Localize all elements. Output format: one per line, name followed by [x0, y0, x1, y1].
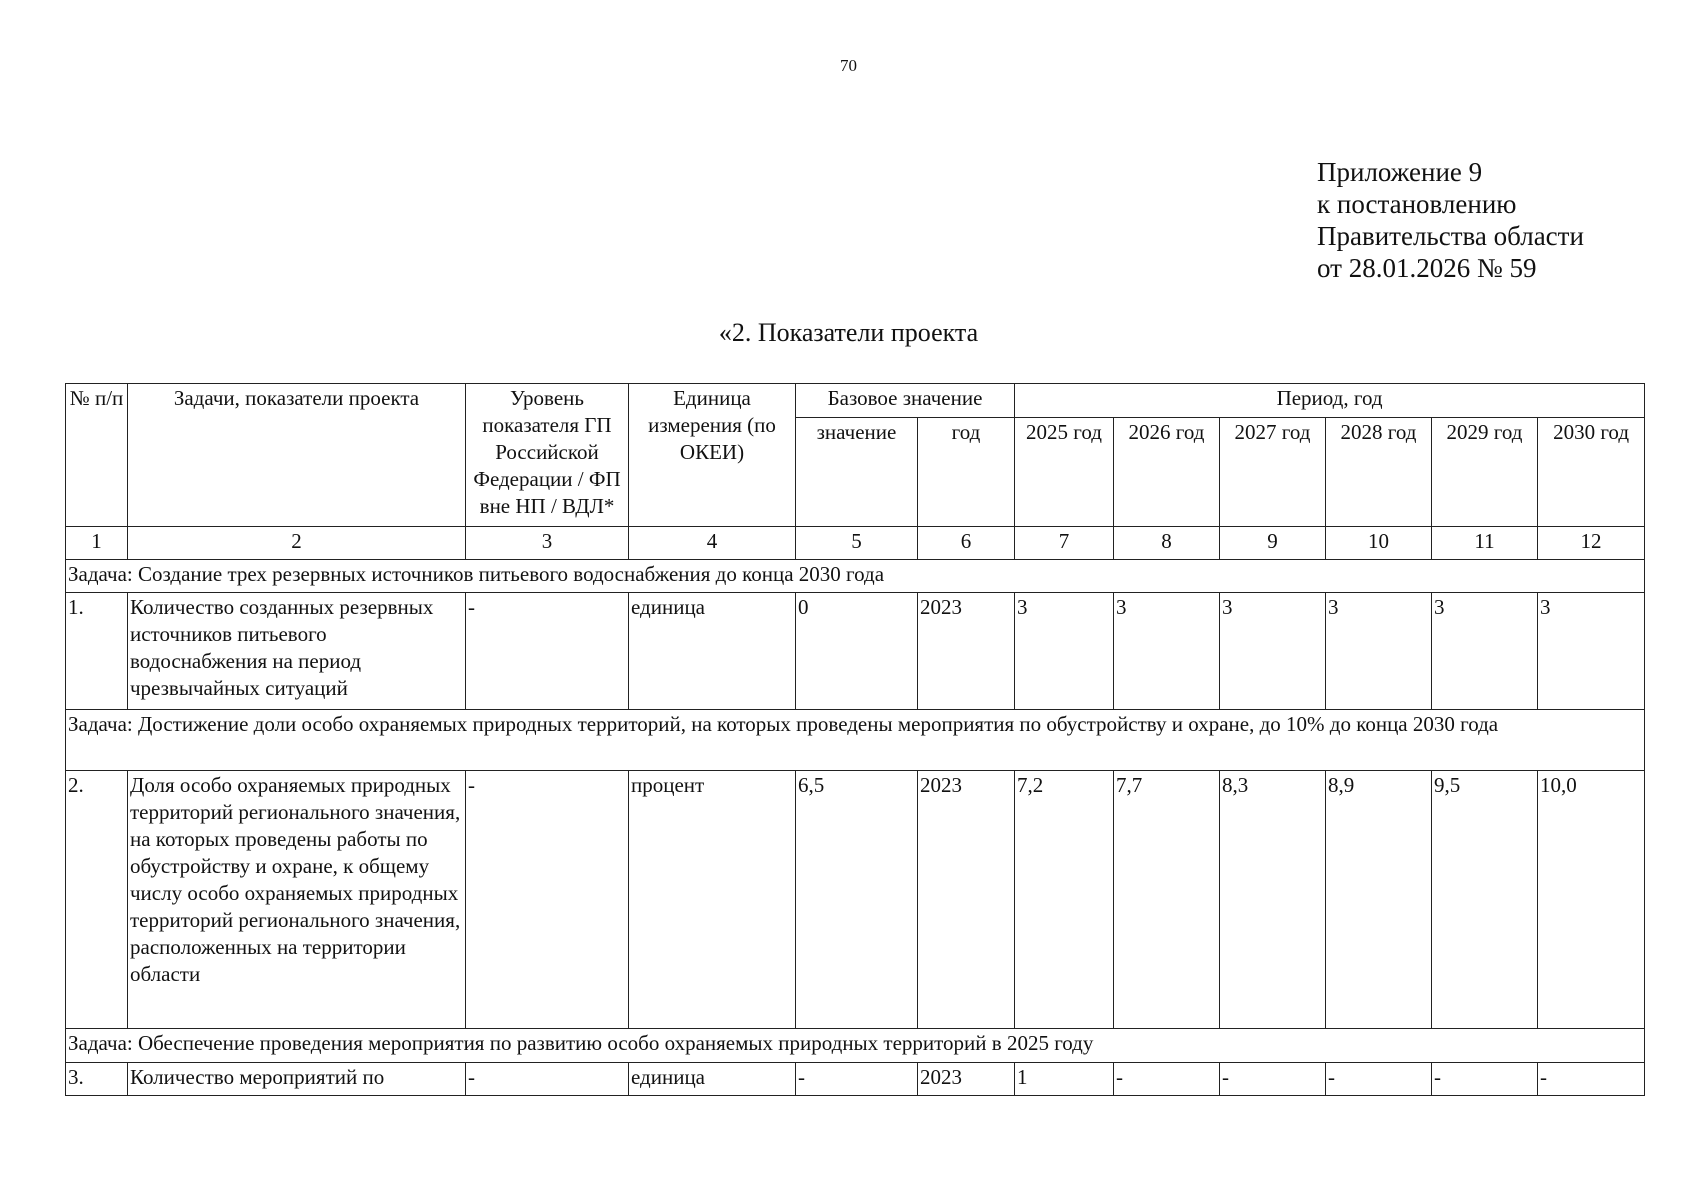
row-value-2025: 7,2 — [1015, 771, 1114, 1029]
appendix-line: Приложение 9 — [1317, 157, 1483, 187]
header-base: Базовое значение — [796, 384, 1015, 418]
column-number: 7 — [1015, 527, 1114, 560]
column-number: 8 — [1114, 527, 1220, 560]
row-num: 1. — [66, 593, 128, 710]
row-indicator-name: Количество мероприятий по — [128, 1063, 466, 1096]
row-value-2026: 3 — [1114, 593, 1220, 710]
header-row — [66, 384, 1645, 418]
header-year: 2026 год — [1114, 417, 1220, 526]
header-tasks: Задачи, показатели проекта — [128, 384, 466, 527]
row-value-2029: 3 — [1432, 593, 1538, 710]
task-title: Задача: Обеспечение проведения мероприятия по развитию особо охраняемых природных территорий в 2025 году — [66, 1029, 1645, 1063]
header-period: Период, год — [1015, 384, 1645, 418]
table-row — [66, 771, 1645, 1029]
row-unit: процент — [629, 771, 796, 1029]
page-number: 70 — [840, 56, 857, 75]
row-level: - — [466, 1063, 629, 1096]
header-year: 2029 год — [1432, 417, 1538, 526]
row-value-2027: - — [1220, 1063, 1326, 1096]
row-base-value: - — [796, 1063, 918, 1096]
row-level: - — [466, 771, 629, 1029]
row-indicator-name: Доля особо охраняемых природных территорий регионального значения, на которых проведены работы по обустройству и охране, к общему числу особо охраняемых природных территорий регионального значения, расположенных на территории области — [128, 771, 466, 1029]
row-value-2029: - — [1432, 1063, 1538, 1096]
column-number: 4 — [629, 527, 796, 560]
appendix-block — [1317, 156, 1584, 284]
header-base-value: значение — [796, 417, 918, 526]
row-indicator-name: Количество созданных резервных источников питьевого водоснабжения на период чрезвычайных ситуаций — [128, 593, 466, 710]
row-base-value: 6,5 — [796, 771, 918, 1029]
row-value-2030: - — [1538, 1063, 1645, 1096]
appendix-line: к постановлению — [1317, 189, 1517, 219]
row-value-2028: - — [1326, 1063, 1432, 1096]
row-value-2027: 3 — [1220, 593, 1326, 710]
row-value-2030: 3 — [1538, 593, 1645, 710]
header-year: 2025 год — [1015, 417, 1114, 526]
appendix-line: от 28.01.2026 № 59 — [1317, 253, 1537, 283]
header-level: Уровень показателя ГП Российской Федерации / ФП вне НП / ВДЛ* — [466, 384, 629, 527]
row-base-year: 2023 — [918, 593, 1015, 710]
row-unit: единица — [629, 593, 796, 710]
table-row — [66, 593, 1645, 710]
row-base-value: 0 — [796, 593, 918, 710]
column-number: 3 — [466, 527, 629, 560]
row-value-2027: 8,3 — [1220, 771, 1326, 1029]
header-base-year: год — [918, 417, 1015, 526]
task-title: Задача: Достижение доли особо охраняемых природных территорий, на которых проведены мероприятия по обустройству и охране, до 10% до конца 2030 года — [66, 710, 1645, 771]
row-value-2028: 3 — [1326, 593, 1432, 710]
row-unit: единица — [629, 1063, 796, 1096]
row-base-year: 2023 — [918, 771, 1015, 1029]
header-year: 2028 год — [1326, 417, 1432, 526]
column-number: 1 — [66, 527, 128, 560]
column-number: 12 — [1538, 527, 1645, 560]
indicators-table — [65, 383, 1645, 1096]
row-value-2030: 10,0 — [1538, 771, 1645, 1029]
column-number: 5 — [796, 527, 918, 560]
row-num: 3. — [66, 1063, 128, 1096]
row-value-2025: 1 — [1015, 1063, 1114, 1096]
row-base-year: 2023 — [918, 1063, 1015, 1096]
column-number: 2 — [128, 527, 466, 560]
row-value-2025: 3 — [1015, 593, 1114, 710]
row-value-2029: 9,5 — [1432, 771, 1538, 1029]
row-value-2026: 7,7 — [1114, 771, 1220, 1029]
column-number: 11 — [1432, 527, 1538, 560]
column-number: 10 — [1326, 527, 1432, 560]
column-number: 9 — [1220, 527, 1326, 560]
row-value-2028: 8,9 — [1326, 771, 1432, 1029]
header-year: 2027 год — [1220, 417, 1326, 526]
task-row — [66, 1029, 1645, 1063]
row-value-2026: - — [1114, 1063, 1220, 1096]
header-year: 2030 год — [1538, 417, 1645, 526]
appendix-line: Правительства области — [1317, 221, 1584, 251]
row-level: - — [466, 593, 629, 710]
task-row — [66, 560, 1645, 593]
column-number: 6 — [918, 527, 1015, 560]
header-num: № п/п — [66, 384, 128, 527]
task-title: Задача: Создание трех резервных источников питьевого водоснабжения до конца 2030 года — [66, 560, 1645, 593]
table-row — [66, 1063, 1645, 1096]
header-unit: Единица измерения (по ОКЕИ) — [629, 384, 796, 527]
document-title: «2. Показатели проекта — [718, 318, 979, 347]
column-number-row — [66, 527, 1645, 560]
row-num: 2. — [66, 771, 128, 1029]
task-row — [66, 710, 1645, 771]
